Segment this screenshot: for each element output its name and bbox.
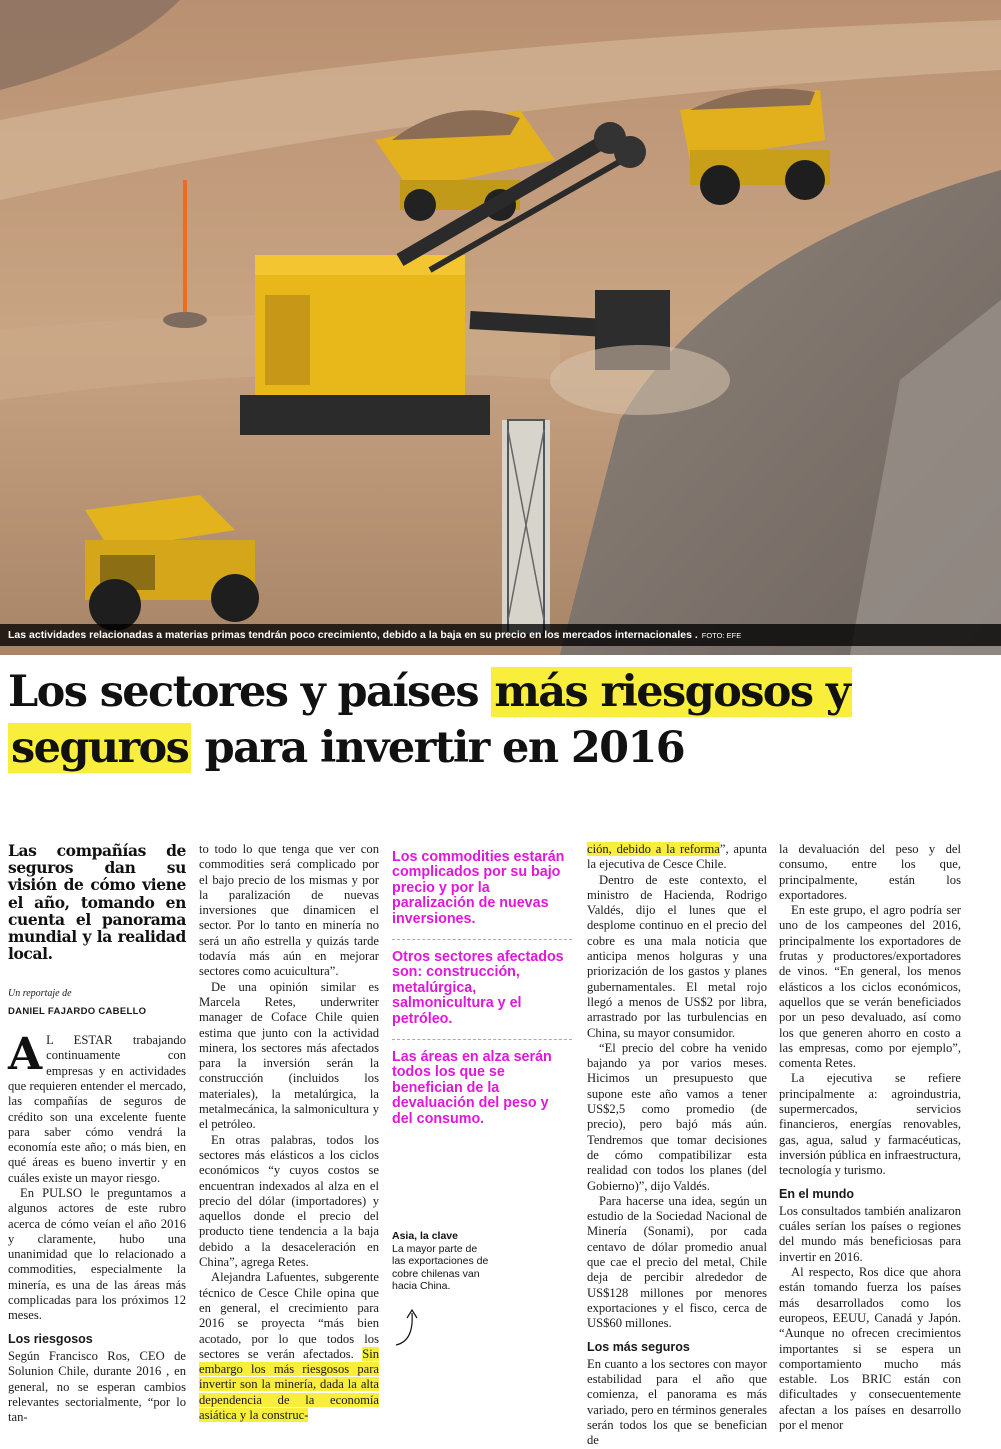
byline-lead: Un reportaje de [8,988,72,1000]
column-4 [779,842,961,1433]
column-1 [8,842,186,1425]
headline-highlight2: seguros [8,723,191,773]
col2-p1: to todo lo que tenga que ver con commodities será complicado por el bajo precio de los mismas y por la paralización de nuevas inversiones que dinamicen el sector. Por lo tanto en minería no será un año estrella y quizás tarde todavía más aún en mejorar sectores como acuicultura”. [199,842,379,979]
col4-p1: la devaluación del peso y del consumo, entre los que, principalmente, están los exportadores. [779,842,961,902]
curved-arrow-icon [392,1305,432,1350]
headline-part2: para invertir en 2016 [204,723,685,773]
col3-highlight: ción, debido a la reforma [587,842,720,856]
lead-paragraph [8,1029,186,1186]
pull-quote-3: Las áreas en alza serán todos los que se benefician de la devaluación del peso y del consumo. [392,1049,552,1127]
subhead-mundo: En el mundo [779,1186,854,1201]
subhead-riesgosos: Los riesgosos [8,1331,93,1346]
col1-p1-text: L ESTAR trabajando continuamente con empresas y en actividades que requieren entender el mercado, las compañías de seguros de crédito son una excelente fuente para saber cómo vendrá la economía este año; o más bien, en qué áreas es bueno invertir y en cuáles existe un mayor riesgo. [8,1033,186,1185]
col1-p2: En PULSO le preguntamos a algunos actores de este rubro acerca de cómo veían el año 2016 y claramente, hubo una unanimidad que lo relacionado a commodities, especialmente la minería, es una de las áreas más complicadas para los próximos 12 meses. [8,1185,186,1323]
pull-quote-2: Otros sectores afectados son: construcción, metalúrgica, salmonicultura y el petróleo. [392,950,572,1040]
col4-p2: En este grupo, el agro podría ser uno de los campeones del 2016, principalmente los exportadores de frutas y productores/exportadores de vinos. “En general, los menos elásticos a los ciclos económicos, aquellos que se verán beneficiados por un peso devaluado, así como los que generen ahorro en costo a las empresas, como por ejemplo”, comenta Retes. [779,903,961,1071]
col2-p4 [199,1270,379,1423]
photo-caption [0,624,1001,646]
byline-author: DANIEL FAJARDO CABELLO [8,1005,147,1017]
drop-cap: A [8,1029,43,1081]
headline-highlight1: más riesgosos y [491,667,852,717]
sidebox-text: La mayor parte de las exportaciones de cobre chilenas van hacia China. [392,1242,489,1293]
col3-p5: En cuanto a los sectores con mayor estabilidad para el año que comienza, el panorama es más variado, pero en términos generales serán todos los que se benefician de [587,1356,767,1448]
col4-p4: Los consultados también analizaron cuáles serían los países o regiones del mundo más beneficiosas para invertir en 2016. [779,1203,961,1264]
pull-quotes [392,850,572,1149]
headline [8,664,993,776]
headline-part1: Los sectores y países [8,667,478,717]
col3-p3: “El precio del cobre ha venido bajando ya por varios meses. Hicimos un presupuesto que supone este año vamos a tener US$2,5 como promedio (de precio), pero bajó más aún. Tendremos que tomar decisiones de cómo compatibilizar esta realidad con todos los planes (del Gobierno)”, dijo Valdés. [587,1040,767,1193]
sidebox-asia [392,1230,492,1293]
mining-photo [0,0,1001,655]
col4-p5: Al respecto, Ros dice que ahora están tomando fuerza los países más desarrollados como los europeos, EEUU, Canadá y Japón. “Aunque no ofrecen crecimientos importantes si se espera un comportamiento mucho más estable. Los BRIC están con dificultades y consecuentemente afectan a los países en desarrollo por el menor [779,1265,961,1432]
drill-rig [502,420,550,635]
col2-p2: De una opinión similar es Marcela Retes, underwriter manager de Coface Chile quien estima que junto con la actividad minera, los sectores más afectados para la inversión serán la construcción (incluidos los materiales), la metalúrgica, la metalmecánica, la salmonicultura y el petróleo. [199,979,379,1132]
photo-credit: FOTO: EFE [701,631,742,640]
column-2 [199,842,379,1423]
col3-p2: Dentro de este contexto, el ministro de Hacienda, Rodrigo Valdés, dijo el lunes que el desplome continuo en el precio del cobre es una mala noticia que anticipa menos holguras y una priorización de los gastos y planes gubernamentales. El metal rojo llegó a menos de US$2 por libra, arrastrado por las turbulencias en China, su mayor consumidor. [587,872,767,1040]
subhead-seguros: Los más seguros [587,1339,690,1354]
col2-p3: En otras palabras, todos los sectores más elásticos a los ciclos económicos “y cuyos costos se encuentran indexados al alza en el precio del dólar (importadores) y aquellos donde el precio del producto tiene tendencia a la baja debido a la desaceleración en China”, agrega Retes. [199,1132,379,1270]
col2-p4-text: Alejandra Lafuentes, subgerente técnico de Cesce Chile opina que en general, el crecimiento para 2016 se proyecta “más bien acotado, por lo que todos los sectores se verán afectados. [199,1270,379,1361]
column-3 [587,842,767,1449]
col2-highlight: Sin embargo los más riesgosos para invertir son la minería, dada la alta dependencia de la economía asiática y la construc- [199,1346,379,1422]
deck: Las compañías de seguros dan su visión de cómo viene el año, tomando en cuenta el panorama mundial y la realidad local. [8,841,186,964]
col1-p3: Según Francisco Ros, CEO de Solunion Chile, durante 2016 , en general, no se esperan cambios relevantes sectorialmente, “por lo tan- [8,1348,186,1425]
col3-p1-rest: ”, apunta la ejecutiva de Cesce Chile. [587,842,767,872]
pull-quote-1: Los commodities estarán complicados por su bajo precio y por la paralización de nuevas inversiones. [392,850,572,940]
col4-p3: La ejecutiva se refiere principalmente a: agroindustria, supermercados, servicios financieros, energías renovables, gas, agua, salud y farmacéuticas, inversión pública en infraestructura, tecnología y turismo. [779,1071,961,1178]
caption-text: Las actividades relacionadas a materias primas tendrán poco crecimiento, debido a la baja en su precio en los mercados internacionales . [8,629,698,641]
col3-p1 [587,842,767,873]
col3-p4: Para hacerse una idea, según un estudio de la Sociedad Nacional de Minería (Sonami), por cada centavo de dólar promedio anual que cae el precio del metal, Chile deja de percibir alrededor de US$128 millones por menores exportaciones y el fisco, cerca de US$60 millones. [587,1193,767,1331]
sidebox-title: Asia, la clave [392,1230,458,1242]
